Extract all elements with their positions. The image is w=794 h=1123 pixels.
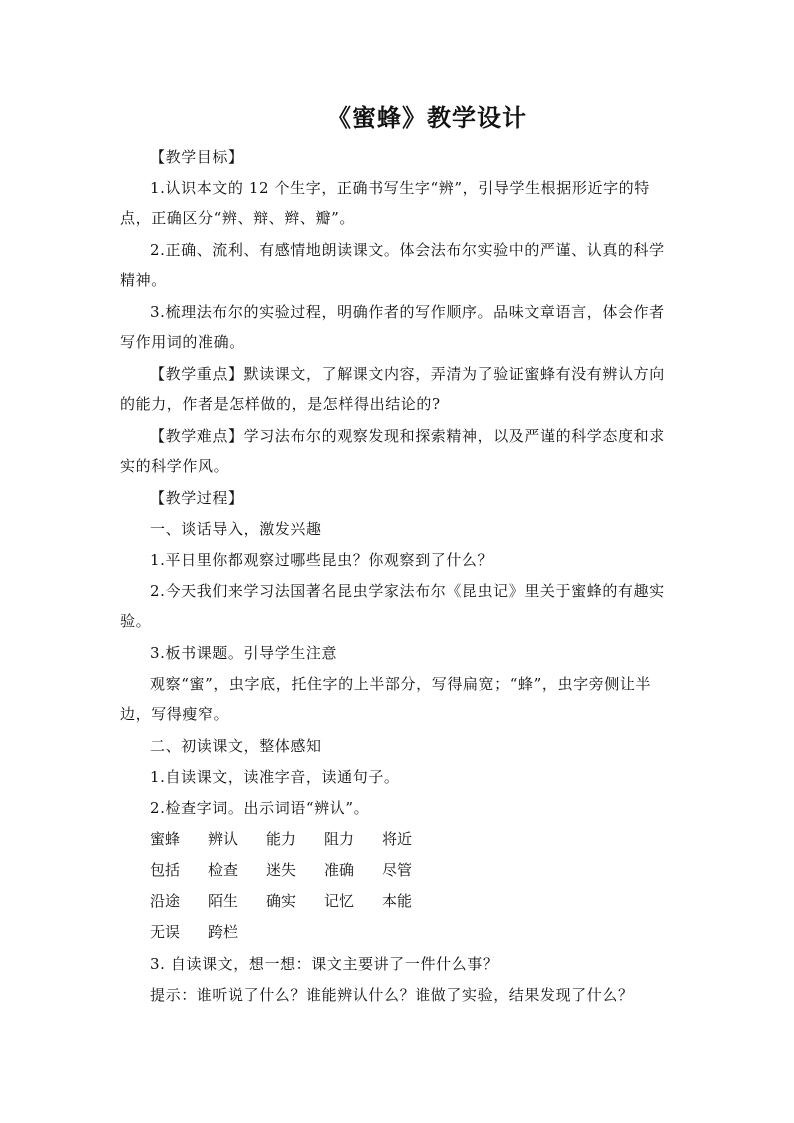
word: 将近 (382, 830, 413, 848)
word-row-2 (150, 859, 440, 880)
word: 陌生 (208, 892, 239, 910)
word: 包括 (150, 861, 181, 879)
goal-1-line-1: 1.认识本文的 12 个生字，正确书写生字“辨”，引导学生根据形近字的特 (150, 179, 650, 197)
word: 无误 (150, 923, 181, 941)
word: 辨认 (208, 830, 239, 848)
observation-line-1: 观察“蜜”，虫字底，托住字的上半部分，写得扁宽；“蜂”，虫字旁侧让半 (150, 675, 652, 693)
key-point-line-1: 【教学重点】默读课文，了解课文内容，弄清为了验证蜜蜂有没有辨认方向 (150, 365, 665, 383)
section-2-item-2: 2.检查字词。出示词语“辨认”。 (150, 799, 370, 817)
section-2-item-3: 3. 自读课文，想一想：课文主要讲了一件什么事？ (150, 955, 499, 973)
word: 跨栏 (208, 923, 239, 941)
word: 蜜蜂 (150, 830, 181, 848)
document-title: 《蜜蜂》教学设计 (327, 104, 527, 132)
word: 记忆 (324, 892, 355, 910)
word: 沿途 (150, 892, 181, 910)
goal-3-line-1: 3.梳理法布尔的实验过程，明确作者的写作顺序。品味文章语言，体会作者 (150, 303, 665, 321)
section-1-item-2-line-1: 2.今天我们来学习法国著名昆虫学家法布尔《昆虫记》里关于蜜蜂的有趣实 (150, 582, 665, 600)
difficulty-line-1: 【教学难点】学习法布尔的观察发现和探索精神，以及严谨的科学态度和求 (150, 427, 665, 445)
word: 阻力 (324, 830, 355, 848)
section-1-item-1: 1.平日里你都观察过哪些昆虫？你观察到了什么？ (150, 551, 494, 569)
key-point-line-2: 的能力，作者是怎样做的，是怎样得出结论的? (120, 395, 441, 413)
word: 确实 (266, 892, 297, 910)
section-1-item-3: 3.板书课题。引导学生注意 (150, 644, 338, 662)
word: 迷失 (266, 861, 297, 879)
word-row-4 (150, 921, 266, 942)
process-heading: 【教学过程】 (150, 489, 244, 507)
section-2-heading: 二、初读课文，整体感知 (150, 737, 322, 755)
observation-line-2: 边，写得瘦窄。 (120, 705, 230, 723)
word: 本能 (382, 892, 413, 910)
section-1-item-2-line-2: 验。 (120, 612, 152, 630)
word: 尽管 (382, 861, 413, 879)
hint-line: 提示：谁听说了什么？谁能辨认什么？谁做了实验，结果发现了什么？ (150, 986, 634, 1004)
section-2-item-1: 1.自读课文，读准字音，读通句子。 (150, 768, 400, 786)
goal-1-line-2: 点，正确区分“辨、辩、辫、瓣”。 (120, 209, 355, 227)
word-row-3 (150, 890, 440, 911)
difficulty-line-2: 实的科学作风。 (120, 457, 230, 475)
word-row-1 (150, 828, 440, 849)
section-1-heading: 一、谈话导入，激发兴趣 (150, 520, 322, 538)
word: 检查 (208, 861, 239, 879)
goals-heading: 【教学目标】 (150, 148, 244, 166)
goal-2-line-2: 精神。 (120, 271, 167, 289)
goal-3-line-2: 写作用词的准确。 (120, 333, 245, 351)
goal-2-line-1: 2.正确、流利、有感情地朗读课文。体会法布尔实验中的严谨、认真的科学 (150, 241, 665, 259)
word: 能力 (266, 830, 297, 848)
word: 准确 (324, 861, 355, 879)
